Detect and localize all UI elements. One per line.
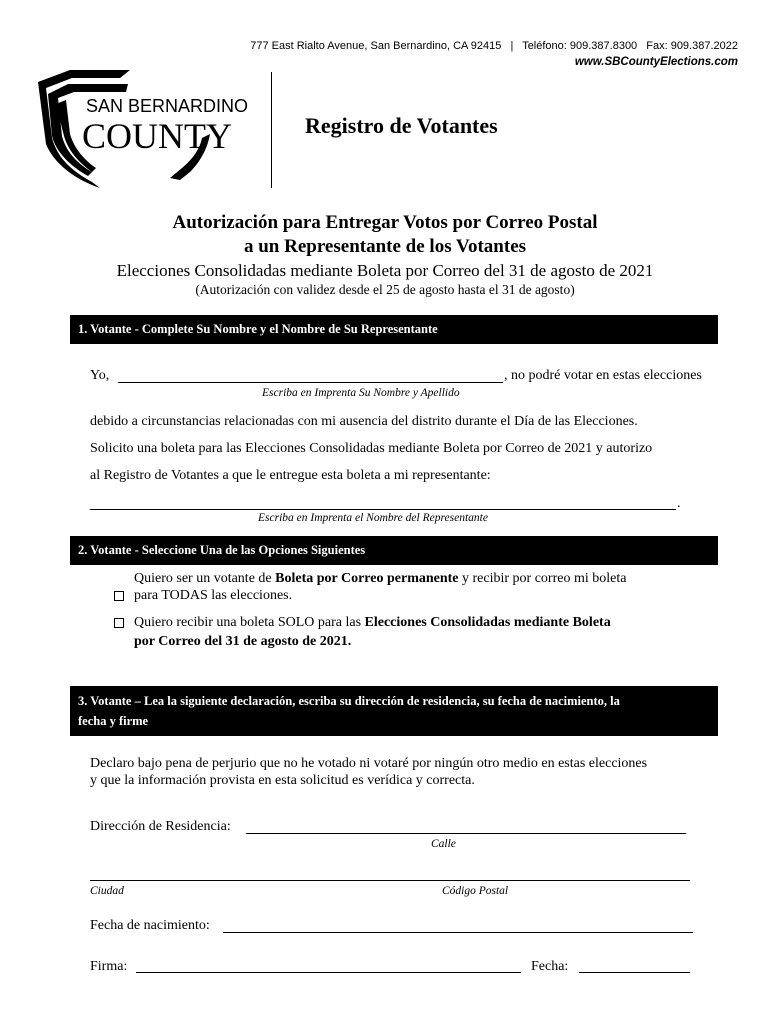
signature-field[interactable]	[136, 972, 521, 973]
zip-caption: Código Postal	[442, 885, 509, 897]
section1-heading: 1. Votante - Complete Su Nombre y el Nombre de Su Representante	[70, 315, 718, 344]
section3-heading-line2: fecha y firme	[78, 714, 149, 728]
option1-line2: para TODAS las elecciones.	[134, 588, 293, 603]
option2-line2: por Correo del 31 de agosto de 2021.	[134, 634, 352, 649]
separator: |	[510, 40, 514, 52]
city-caption: Ciudad	[90, 885, 124, 897]
form-title-line2: a un Representante de los Votantes	[243, 236, 527, 257]
voter-name-caption: Escriba en Imprenta Su Nombre y Apellido	[262, 387, 460, 399]
county-logo	[30, 64, 250, 190]
voter-name-field[interactable]	[118, 382, 503, 383]
section3-heading	[70, 686, 718, 736]
permanent-vbm-checkbox[interactable]	[114, 591, 124, 601]
fax-text: Fax: 909.387.2022	[646, 40, 738, 52]
dob-label: Fecha de nacimiento:	[90, 918, 210, 933]
option2-line1: Quiero recibir una boleta SOLO para las Elecciones Consolidadas mediante Boleta	[134, 615, 611, 630]
paragraph-2: Solicito una boleta para las Elecciones Consolidadas mediante Boleta por Correo de 2021 y autorizo	[90, 441, 653, 456]
header-divider	[271, 72, 272, 188]
rep-period: .	[677, 496, 681, 511]
paragraph-3: al Registro de Votantes a que le entregue esta boleta a mi representante:	[90, 468, 491, 483]
paragraph-1: debido a circunstancias relacionadas con mi ausencia del distrito durante el Día de las Elecciones.	[90, 414, 638, 429]
form-subtitle: Elecciones Consolidadas mediante Boleta por Correo del 31 de agosto de 2021	[116, 261, 654, 280]
date-field[interactable]	[579, 972, 690, 973]
logo-line1: SAN BERNARDINO	[86, 96, 249, 116]
dob-field[interactable]	[223, 932, 693, 933]
form-title-line1: Autorización para Entregar Votos por Correo Postal	[172, 212, 598, 233]
office-title: Registro de Votantes	[305, 113, 498, 138]
representative-name-caption: Escriba en Imprenta el Nombre del Representante	[258, 512, 488, 524]
city-zip-field[interactable]	[90, 880, 690, 881]
this-election-only-checkbox[interactable]	[114, 618, 124, 628]
street-caption: Calle	[431, 838, 456, 850]
after-name-text: , no podré votar en estas elecciones	[504, 368, 702, 383]
signature-label: Firma:	[90, 959, 128, 974]
representative-name-field[interactable]	[90, 509, 676, 510]
yo-label: Yo,	[90, 368, 110, 383]
address-text: 777 East Rialto Avenue, San Bernardino, CA 92415	[250, 40, 502, 52]
website-link[interactable]: www.SBCountyElections.com	[574, 56, 738, 68]
declaration-line2: y que la información provista en esta solicitud es verídica y correcta.	[90, 773, 475, 788]
street-field[interactable]	[246, 833, 686, 834]
phone-text: Teléfono: 909.387.8300	[522, 40, 638, 52]
contact-line	[250, 40, 738, 52]
declaration-line1: Declaro bajo pena de perjurio que no he votado ni votaré por ningún otro medio en estas elecciones	[90, 756, 648, 771]
validity-note: (Autorización con validez desde el 25 de agosto hasta el 31 de agosto)	[195, 282, 575, 297]
option1-line1: Quiero ser un votante de Boleta por Correo permanente y recibir por correo mi boleta	[134, 571, 627, 586]
logo-line2: COUNTY	[82, 116, 232, 156]
date-label: Fecha:	[531, 959, 569, 974]
address-label: Dirección de Residencia:	[90, 819, 231, 834]
section2-heading: 2. Votante - Seleccione Una de las Opciones Siguientes	[70, 536, 718, 565]
section3-heading-line1: 3. Votante – Lea la siguiente declaración, escriba su dirección de residencia, su fecha de nacimiento, la	[78, 694, 620, 708]
